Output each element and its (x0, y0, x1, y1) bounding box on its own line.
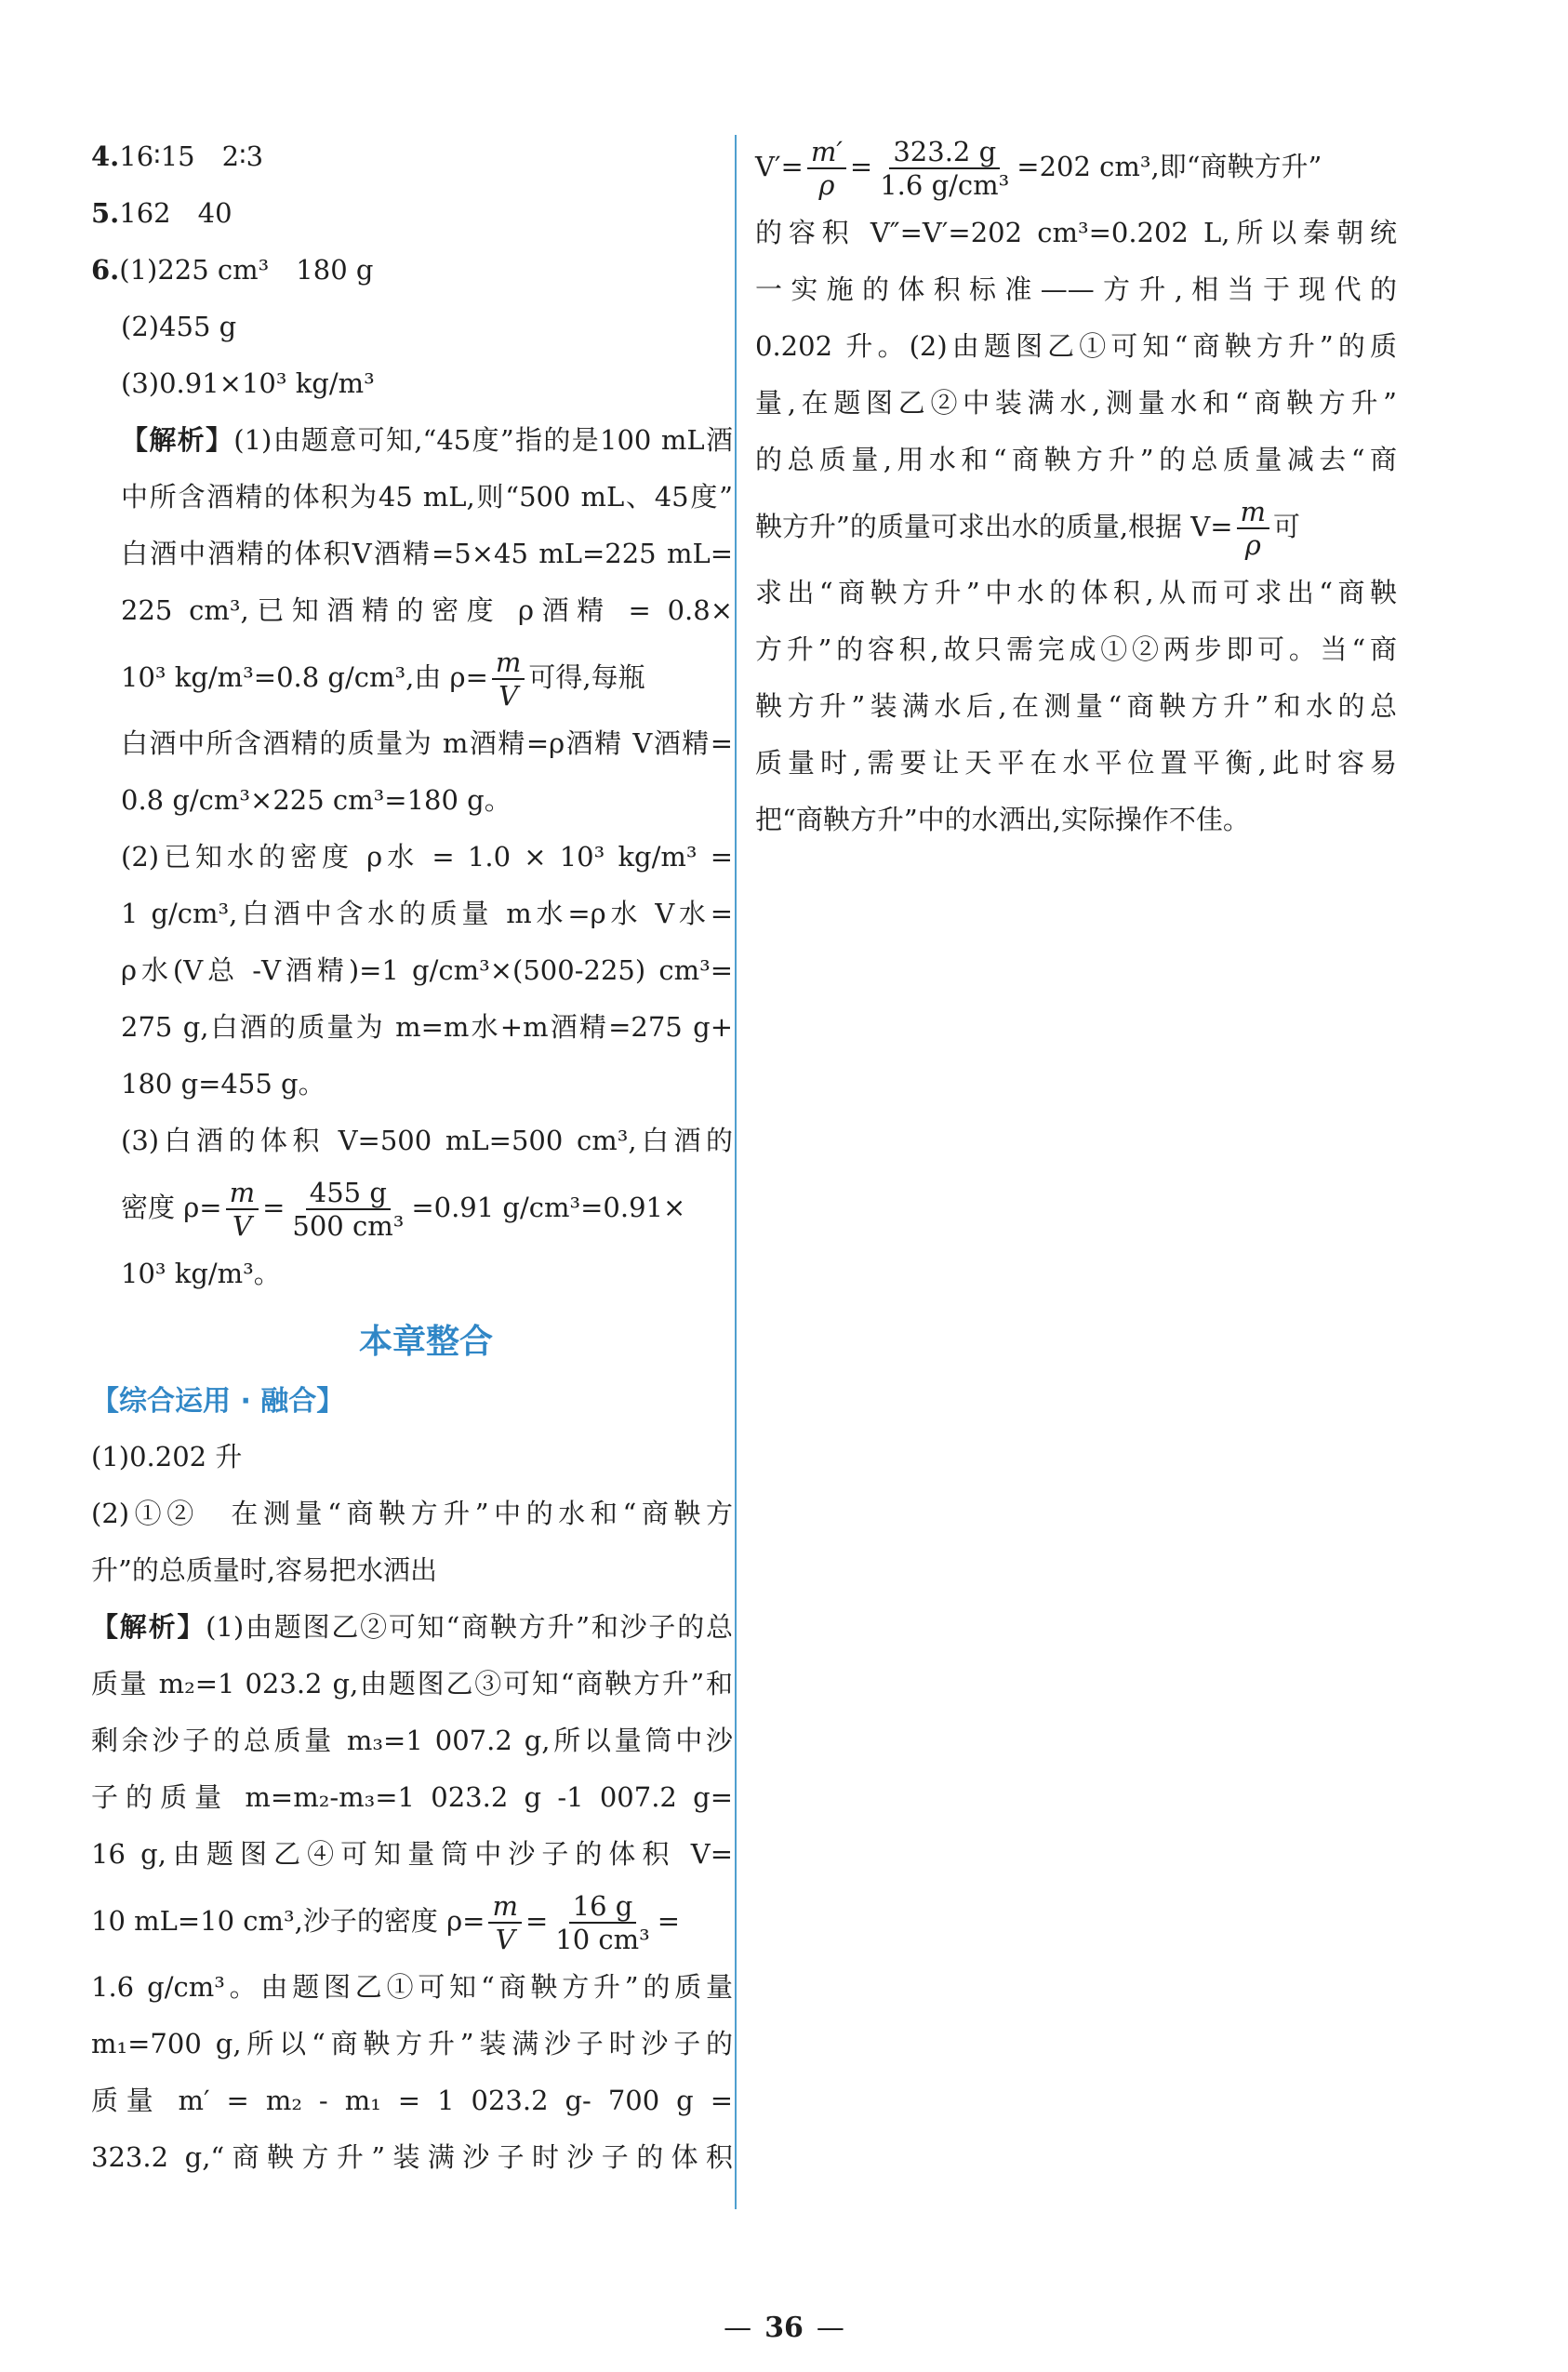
fraction: $\frac{m}{V}$ (492, 646, 525, 712)
analysis-line: 剩余沙子的总质量 m₃=1 007.2 g,所以量筒中沙 (91, 1725, 733, 1756)
analysis-line: 1.6 g/cm³。由题图乙①可知“商鞅方升”的质量 (91, 1971, 733, 2003)
analysis-line-formula: 10 mL=10 cm³,沙子的密度 ρ= $\frac{m}{V}$ = $\frac{16 g}{\text{10 cm³}}$ = (91, 1890, 681, 1955)
analysis-line-formula: 密度 ρ= $\frac{m}{V}$ = $\frac{455 g}{\text{500 cm³}}$ =0.91 g/cm³=0.91× (121, 1177, 686, 1242)
page-footer: — 36 — (724, 2312, 844, 2344)
analysis-line: 【解析】(1)由题意可知,“45度”指的是100 mL酒 (121, 424, 733, 456)
answer-6-2: (2)455 g (121, 311, 237, 342)
analysis-line: 180 g=455 g。 (121, 1068, 326, 1099)
chapter-heading: 本章整合 (358, 1322, 493, 1361)
analysis-tag: 【解析】 (91, 1611, 206, 1643)
analysis-line: 求出“商鞅方升”中水的体积,从而可求出“商鞅 (755, 577, 1397, 608)
analysis-line-formula: 鞅方升”的质量可求出水的质量,根据 V= $\frac{m}{\rho}$ 可 (755, 496, 1301, 561)
fraction: $\frac{323.2 g}{\text{1.6 g/cm³}}$ (880, 136, 1010, 201)
fraction: $\frac{m'}{\rho}$ (807, 136, 846, 201)
answer-line: (1)0.202 升 (91, 1441, 243, 1473)
right-column (755, 128, 1397, 848)
answer-6: 6.(1)225 cm³ 180 g (91, 254, 374, 286)
analysis-line: 的总质量,用水和“商鞅方升”的总质量减去“商 (755, 444, 1397, 475)
analysis-line: m₁=700 g,所以“商鞅方升”装满沙子时沙子的 (91, 2028, 733, 2059)
section-subhead: 【综合运用 · 融合】 (91, 1385, 345, 1418)
analysis-line: 白酒中所含酒精的质量为 m酒精=ρ酒精 V酒精= (121, 727, 733, 759)
analysis-line: 方升”的容积,故只需完成①②两步即可。当“商 (755, 633, 1397, 665)
answer-5: 5.162 40 (91, 197, 233, 229)
analysis-line: 16 g,由题图乙④可知量筒中沙子的体积 V= (91, 1838, 733, 1870)
column-divider (735, 135, 737, 2209)
analysis-line: (2)已知水的密度 ρ水 = 1.0 × 10³ kg/m³ = (121, 841, 733, 873)
analysis-line: 质量 m′ = m₂ - m₁ = 1 023.2 g- 700 g = (91, 2085, 733, 2116)
analysis-line: 225 cm³,已知酒精的密度 ρ酒精 = 0.8× (121, 594, 733, 626)
analysis-line: 白酒中酒精的体积V酒精=5×45 mL=225 mL= (121, 538, 733, 569)
analysis-line-formula: 10³ kg/m³=0.8 g/cm³,由 ρ= $\frac{m}{V}$ 可得,每瓶 (121, 646, 645, 712)
analysis-line: 的容积 V″=V′=202 cm³=0.202 L,所以秦朝统 (755, 217, 1397, 248)
answer-line: 升”的总质量时,容易把水洒出 (91, 1554, 438, 1586)
fraction: $\frac{m}{V}$ (488, 1890, 522, 1955)
answer-4: 4.16∶15 2∶3 (91, 140, 264, 172)
analysis-line: 量,在题图乙②中装满水,测量水和“商鞅方升” (755, 387, 1397, 419)
analysis-line: 323.2 g,“商鞅方升”装满沙子时沙子的体积 (91, 2141, 733, 2173)
analysis-line: 中所含酒精的体积为45 mL,则“500 mL、45度” (121, 481, 733, 513)
analysis-line: 子的质量 m=m₂-m₃=1 023.2 g -1 007.2 g= (91, 1781, 733, 1813)
analysis-line: 0.8 g/cm³×225 cm³=180 g。 (121, 784, 512, 816)
analysis-line: 质量时,需要让天平在水平位置平衡,此时容易 (755, 747, 1397, 779)
analysis-line-formula: V′= $\frac{m'}{\rho}$ = $\frac{323.2 g}{\text{1.6 g/cm³}}$ =202 cm³,即“商鞅方升” (755, 136, 1322, 201)
fraction: $\frac{455 g}{\text{500 cm³}}$ (292, 1177, 405, 1242)
fraction: $\frac{m}{\rho}$ (1237, 496, 1270, 561)
analysis-line: 0.202 升。(2)由题图乙①可知“商鞅方升”的质 (755, 330, 1397, 362)
fraction: $\frac{16 g}{\text{10 cm³}}$ (555, 1890, 650, 1955)
answer-6-3: (3)0.91×10³ kg/m³ (121, 367, 375, 399)
analysis-line: (3)白酒的体积 V=500 mL=500 cm³,白酒的 (121, 1125, 733, 1156)
analysis-line: 【解析】(1)由题图乙②可知“商鞅方升”和沙子的总 (91, 1611, 733, 1643)
left-column (91, 128, 733, 2186)
fraction: $\frac{m}{V}$ (226, 1177, 259, 1242)
analysis-line: 275 g,白酒的质量为 m=m水+m酒精=275 g+ (121, 1011, 733, 1043)
analysis-line: 一实施的体积标准——方升,相当于现代的 (755, 273, 1397, 305)
analysis-line: 10³ kg/m³。 (121, 1258, 281, 1289)
analysis-line: ρ水(V总 -V酒精)=1 g/cm³×(500-225) cm³= (121, 954, 733, 986)
analysis-line: 质量 m₂=1 023.2 g,由题图乙③可知“商鞅方升”和 (91, 1668, 733, 1699)
answer-line: (2)①② 在测量“商鞅方升”中的水和“商鞅方 (91, 1498, 733, 1529)
page-number: 36 (764, 2312, 804, 2344)
analysis-line: 鞅方升”装满水后,在测量“商鞅方升”和水的总 (755, 690, 1397, 722)
analysis-tag: 【解析】 (121, 424, 234, 456)
analysis-line: 把“商鞅方升”中的水洒出,实际操作不佳。 (755, 804, 1250, 835)
analysis-line: 1 g/cm³,白酒中含水的质量 m水=ρ水 V水= (121, 898, 733, 929)
